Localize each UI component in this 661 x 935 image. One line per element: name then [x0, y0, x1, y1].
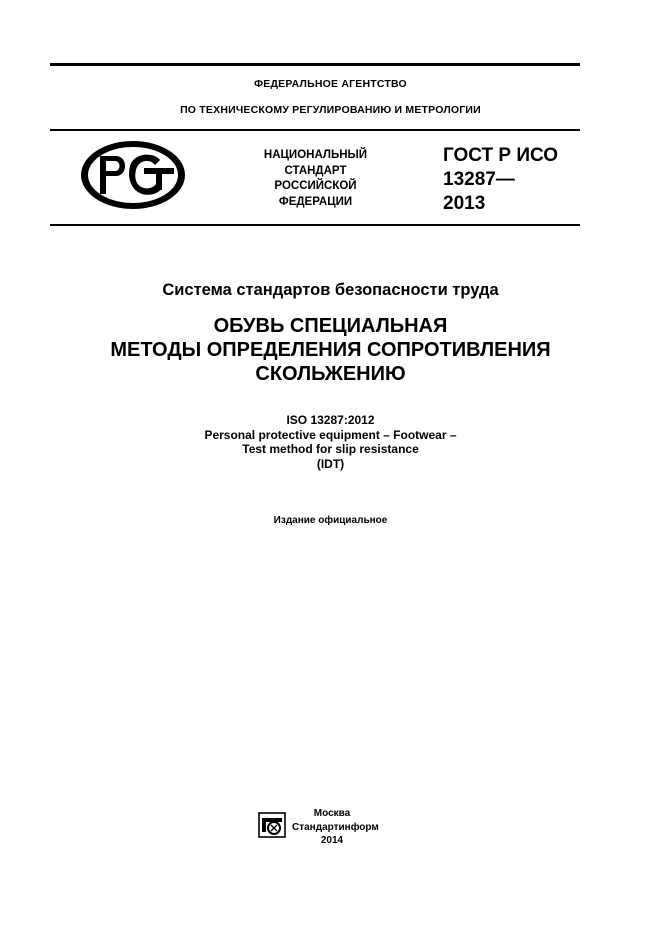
national-line: РОССИЙСКОЙ [274, 180, 357, 192]
main-title-line: МЕТОДЫ ОПРЕДЕЛЕНИЯ СОПРОТИВЛЕНИЯ [110, 339, 551, 361]
iso-reference [0, 413, 661, 471]
national-standard-label [228, 148, 403, 210]
header-divider-bottom [50, 224, 580, 226]
agency-name-line-2: ПО ТЕХНИЧЕСКОМУ РЕГУЛИРОВАНИЮ И МЕТРОЛОГИИ [180, 104, 481, 116]
system-title: Система стандартов безопасности труда [162, 281, 499, 299]
national-line: НАЦИОНАЛЬНЫЙ [263, 149, 368, 161]
standard-code-line: 13287— [443, 169, 515, 190]
top-rule [50, 63, 580, 66]
standard-code-line: 2013 [443, 193, 486, 214]
standartinform-logo-icon [258, 812, 286, 838]
main-title-line: ОБУВЬ СПЕЦИАЛЬНАЯ [213, 315, 448, 337]
publisher-year: 2014 [320, 835, 344, 846]
standard-code-line: ГОСТ Р ИСО [443, 145, 559, 166]
iso-line: Test method for slip resistance [242, 442, 419, 456]
agency-name-line-1: ФЕДЕРАЛЬНОЕ АГЕНТСТВО [254, 78, 407, 90]
national-line: СТАНДАРТ [284, 164, 347, 177]
document-main-title [0, 314, 661, 386]
standard-code [443, 144, 558, 216]
main-title-line: СКОЛЬЖЕНИЮ [255, 363, 406, 385]
publisher-info [292, 807, 379, 848]
iso-line: (IDT) [316, 456, 345, 471]
iso-line: Personal protective equipment – Footwear – [204, 427, 457, 442]
edition-label: Издание официальное [273, 515, 388, 526]
publisher-name: Стандартинформ [292, 821, 379, 833]
national-line: ФЕДЕРАЦИИ [278, 195, 353, 208]
iso-line: ISO 13287:2012 [286, 413, 375, 427]
header-divider-top [50, 129, 580, 131]
publisher-city: Москва [313, 808, 351, 819]
rst-logo-icon [78, 138, 188, 212]
